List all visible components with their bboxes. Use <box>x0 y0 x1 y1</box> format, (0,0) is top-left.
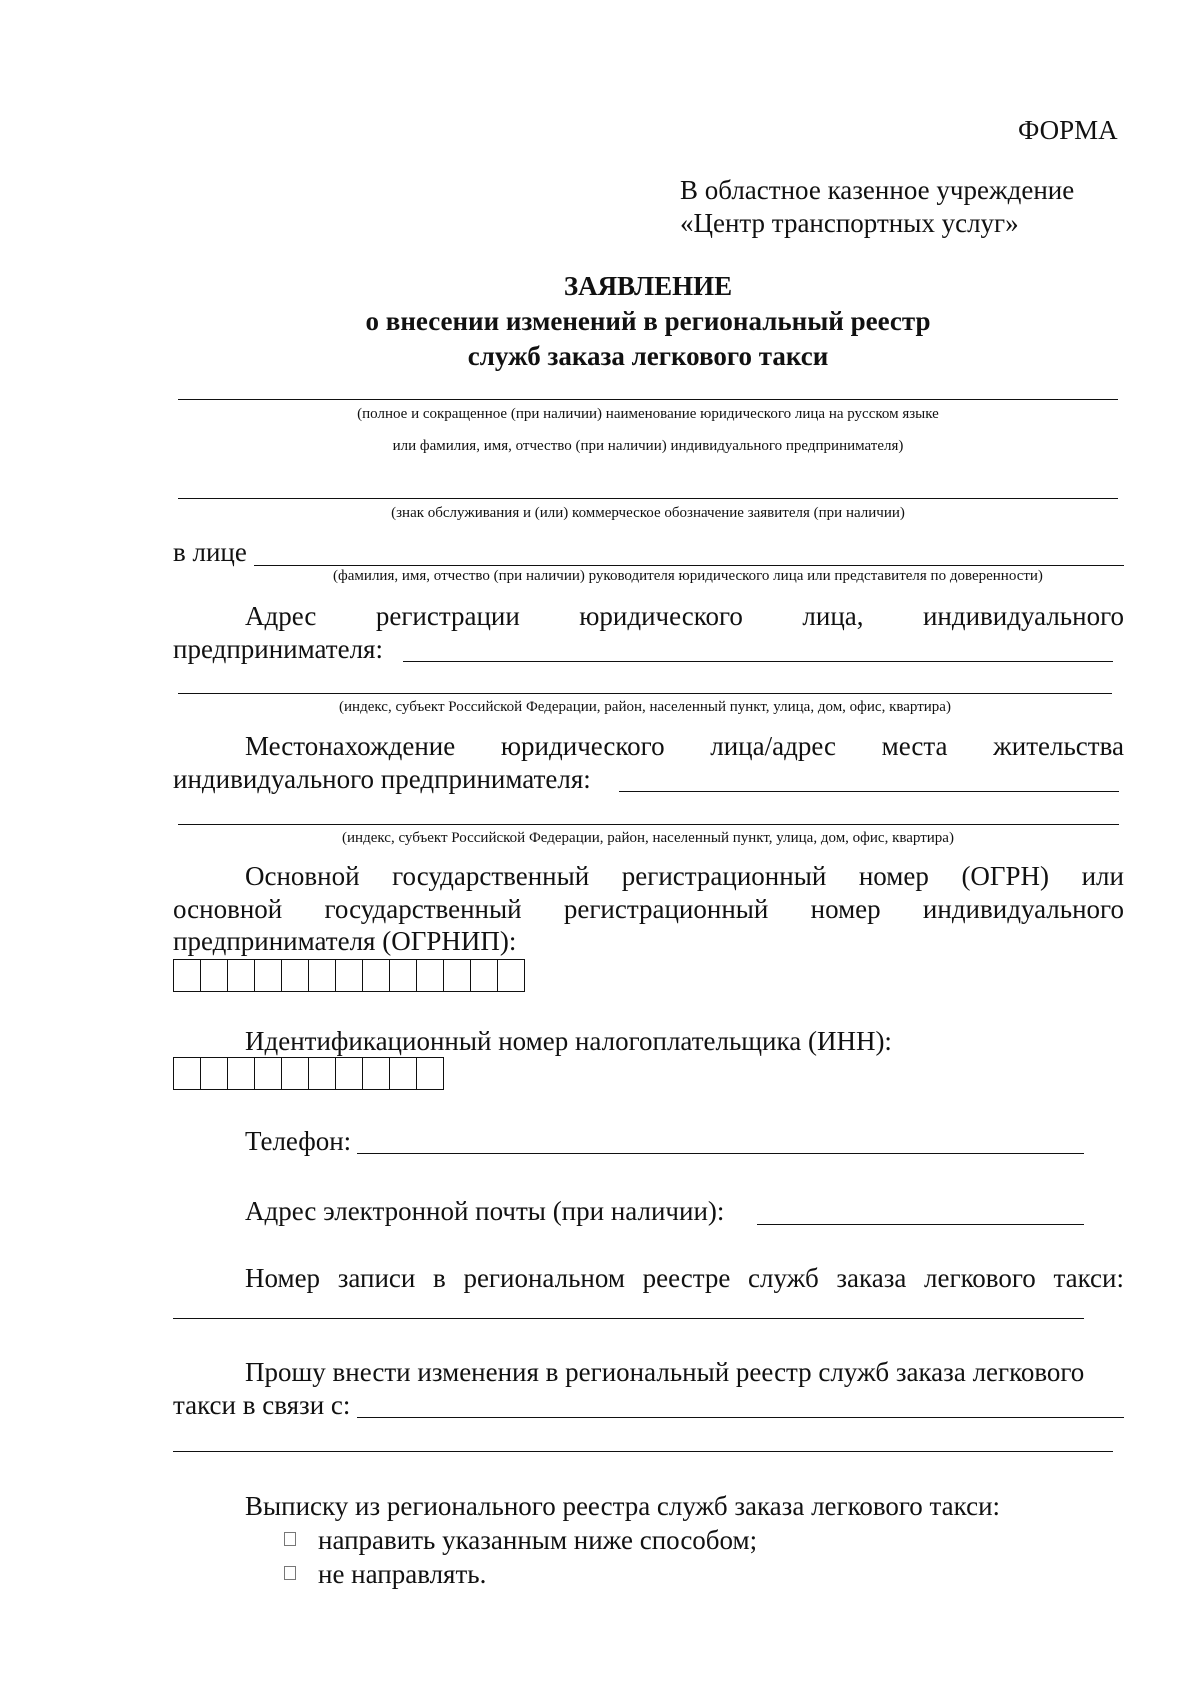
word: жительства <box>993 731 1124 761</box>
digit-cell[interactable] <box>228 1058 255 1089</box>
digit-cell[interactable] <box>309 960 336 991</box>
word: регистрации <box>375 601 520 631</box>
digit-cell[interactable] <box>498 960 525 991</box>
request-line-2: такси в связи с: <box>173 1390 351 1420</box>
ogrn-label-line-3: предпринимателя (ОГРНИП): <box>173 926 517 956</box>
location-line-1[interactable] <box>619 791 1119 792</box>
word: государственный <box>324 894 522 924</box>
record-number-label <box>245 1262 1124 1294</box>
word: юридического <box>500 731 665 761</box>
form-label: ФОРМА <box>1018 115 1118 145</box>
record-number-line[interactable] <box>173 1318 1084 1319</box>
applicant-name-line[interactable] <box>178 399 1118 400</box>
word: места <box>881 731 948 761</box>
word: государственный <box>392 861 590 891</box>
word: записи <box>337 1263 416 1293</box>
brand-hint: (знак обслуживания и (или) коммерческое обозначение заявителя (при наличии) <box>391 505 905 521</box>
request-reason-line-1[interactable] <box>357 1417 1124 1418</box>
word: Номер <box>245 1263 321 1293</box>
word: (ОГРН) <box>961 861 1050 891</box>
location-label-line-2: индивидуального предпринимателя: <box>173 764 591 794</box>
digit-cell[interactable] <box>417 1058 444 1089</box>
digit-cell[interactable] <box>363 1058 390 1089</box>
applicant-name-hint-2: или фамилия, имя, отчество (при наличии) индивидуального предпринимателя) <box>392 438 904 454</box>
option-send-label: направить указанным ниже способом; <box>318 1525 758 1555</box>
addressee-line-1: В областное казенное учреждение <box>680 175 1075 205</box>
ogrn-label-line-1 <box>245 860 1124 892</box>
digit-cell[interactable] <box>282 1058 309 1089</box>
inn-digit-cells[interactable] <box>173 1057 444 1090</box>
word: индивидуального <box>922 894 1124 924</box>
word: Основной <box>245 861 360 891</box>
digit-cell[interactable] <box>444 960 471 991</box>
reg-address-label-line-1 <box>245 600 1124 632</box>
word: легкового <box>924 1263 1036 1293</box>
person-hint: (фамилия, имя, отчество (при наличии) руководителя юридического лица или представителя по доверенности) <box>333 568 1043 584</box>
phone-label: Телефон: <box>245 1126 352 1156</box>
email-line[interactable] <box>757 1224 1084 1225</box>
digit-cell[interactable] <box>363 960 390 991</box>
digit-cell[interactable] <box>390 1058 417 1089</box>
word: регистрационный <box>621 861 827 891</box>
location-hint: (индекс, субъект Российской Федерации, район, населенный пункт, улица, дом, офис, квартира) <box>342 830 954 846</box>
brand-line[interactable] <box>178 498 1118 499</box>
reg-address-hint: (индекс, субъект Российской Федерации, район, населенный пункт, улица, дом, офис, квартира) <box>339 699 951 715</box>
ogrn-digit-cells[interactable] <box>173 959 525 992</box>
no-send-checkbox[interactable] <box>284 1566 296 1580</box>
digit-cell[interactable] <box>309 1058 336 1089</box>
digit-cell[interactable] <box>201 1058 228 1089</box>
digit-cell[interactable] <box>417 960 444 991</box>
option-no-send-label: не направлять. <box>318 1559 487 1589</box>
location-line-2[interactable] <box>178 824 1119 825</box>
word: в <box>433 1263 446 1293</box>
digit-cell[interactable] <box>390 960 417 991</box>
email-label: Адрес электронной почты (при наличии): <box>245 1196 725 1226</box>
applicant-name-hint-1: (полное и сокращенное (при наличии) наименование юридического лица на русском языке <box>357 406 939 422</box>
digit-cell[interactable] <box>201 960 228 991</box>
word: лица, <box>802 601 864 631</box>
digit-cell[interactable] <box>336 1058 363 1089</box>
word: Местонахождение <box>245 731 456 761</box>
extract-label: Выписку из регионального реестра служб заказа легкового такси: <box>245 1491 1001 1521</box>
person-line[interactable] <box>254 565 1124 566</box>
reg-address-line-1[interactable] <box>403 661 1113 662</box>
digit-cell[interactable] <box>174 960 201 991</box>
send-checkbox[interactable] <box>284 1532 296 1546</box>
word: лица/адрес <box>710 731 836 761</box>
word: или <box>1081 861 1124 891</box>
request-reason-line-2[interactable] <box>173 1451 1113 1452</box>
location-label-line-1 <box>245 730 1124 762</box>
word: заказа <box>836 1263 907 1293</box>
word: региональном <box>463 1263 625 1293</box>
document-subtitle-1: о внесении изменений в региональный реестр <box>365 306 931 336</box>
document-title: ЗАЯВЛЕНИЕ <box>563 271 733 301</box>
reg-address-label-line-2: предпринимателя: <box>173 634 383 664</box>
digit-cell[interactable] <box>336 960 363 991</box>
word: юридического <box>579 601 743 631</box>
word: Адрес <box>245 601 317 631</box>
digit-cell[interactable] <box>255 1058 282 1089</box>
digit-cell[interactable] <box>471 960 498 991</box>
ogrn-label-line-2 <box>173 893 1124 925</box>
word: номер <box>858 861 929 891</box>
word: служб <box>748 1263 819 1293</box>
person-label: в лице <box>173 537 247 567</box>
word: индивидуального <box>922 601 1124 631</box>
word: такси: <box>1053 1263 1124 1293</box>
request-line-1: Прошу внести изменения в региональный реестр служб заказа легкового <box>245 1357 1085 1387</box>
word: номер <box>810 894 881 924</box>
document-subtitle-2: служб заказа легкового такси <box>467 341 829 371</box>
digit-cell[interactable] <box>282 960 309 991</box>
inn-label: Идентификационный номер налогоплательщика (ИНН): <box>245 1026 892 1056</box>
digit-cell[interactable] <box>174 1058 201 1089</box>
reg-address-line-2[interactable] <box>178 693 1112 694</box>
phone-line[interactable] <box>357 1153 1084 1154</box>
addressee-line-2: «Центр транспортных услуг» <box>680 208 1019 238</box>
digit-cell[interactable] <box>228 960 255 991</box>
digit-cell[interactable] <box>255 960 282 991</box>
word: регистрационный <box>563 894 769 924</box>
word: реестре <box>642 1263 731 1293</box>
word: основной <box>173 894 283 924</box>
